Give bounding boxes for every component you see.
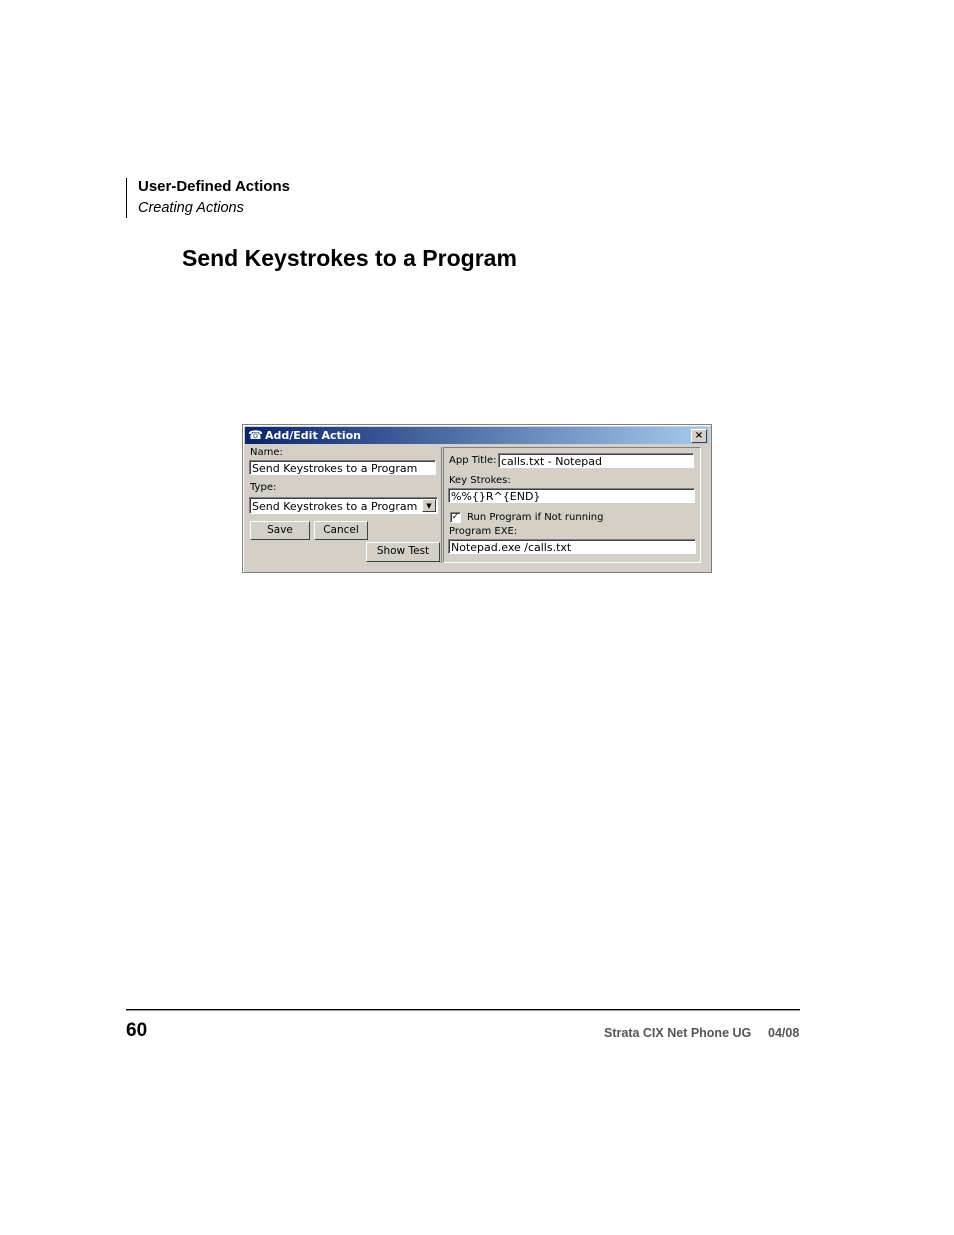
show-test-button[interactable]: Show Test [366, 542, 440, 562]
footer-document-title: Strata CIX Net Phone UG [604, 1026, 752, 1040]
panel-divider [441, 447, 442, 563]
dialog-title: Add/Edit Action [265, 429, 361, 442]
section-title: User-Defined Actions [138, 178, 290, 195]
page-number: 60 [126, 1020, 148, 1041]
app-title-label: App Title: [449, 455, 497, 466]
footer-rule [126, 1009, 800, 1010]
key-strokes-input[interactable]: %%{}R^{END} [448, 488, 695, 503]
add-edit-action-dialog [242, 424, 712, 573]
dialog-titlebar[interactable] [245, 427, 709, 444]
run-program-checkbox[interactable]: ✓ [451, 512, 460, 522]
save-button[interactable]: Save [250, 521, 310, 540]
header-rule [126, 178, 127, 218]
program-exe-input[interactable]: Notepad.exe /calls.txt [448, 539, 696, 554]
name-label: Name: [250, 447, 283, 458]
app-title-input[interactable]: calls.txt - Notepad [498, 453, 694, 468]
close-button[interactable]: × [691, 429, 707, 443]
type-select[interactable] [249, 497, 438, 514]
type-select-value: Send Keystrokes to a Program [252, 500, 418, 513]
footer-date: 04/08 [768, 1026, 800, 1040]
options-panel [443, 447, 701, 563]
phone-icon: ☎ [248, 428, 263, 442]
program-exe-label: Program EXE: [449, 526, 518, 537]
cancel-button[interactable]: Cancel [314, 521, 368, 540]
chevron-down-icon[interactable]: ▼ [422, 499, 436, 512]
type-label: Type: [250, 482, 277, 493]
key-strokes-label: Key Strokes: [449, 475, 511, 486]
subsection-title: Creating Actions [138, 200, 244, 216]
name-input[interactable]: Send Keystrokes to a Program [249, 460, 436, 475]
page-heading: Send Keystrokes to a Program [182, 245, 517, 271]
run-program-label[interactable]: Run Program if Not running [467, 512, 604, 523]
